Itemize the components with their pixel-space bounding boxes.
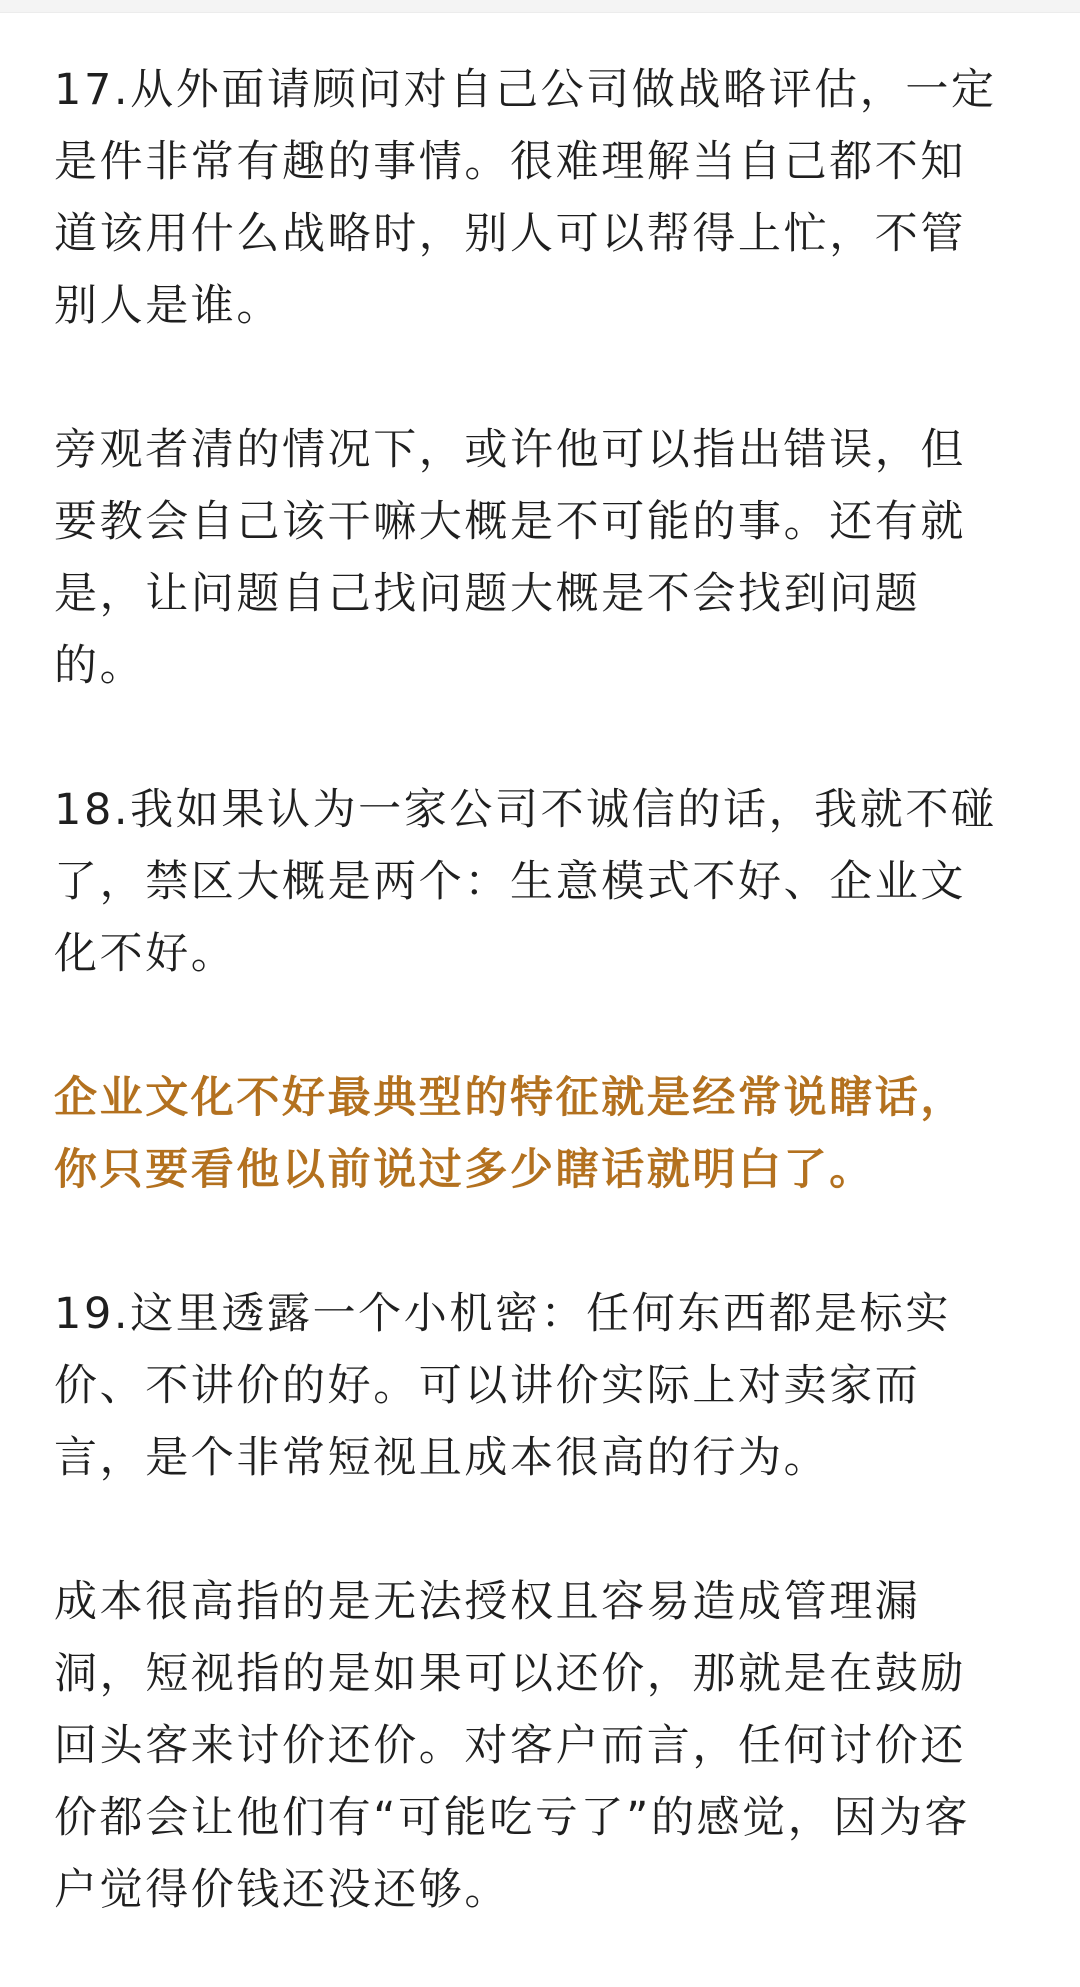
- paragraph-gap: [54, 1206, 1034, 1278]
- text-line: 是件非常有趣的事情。很难理解当自己都不知: [54, 137, 966, 187]
- text-line: 价、不讲价的好。可以讲价实际上对卖家而: [54, 1361, 921, 1411]
- paragraph-gap: [54, 1494, 1034, 1566]
- text-line: 18.我如果认为一家公司不诚信的话，我就不碰: [54, 785, 997, 835]
- paragraph-19: [54, 1278, 1034, 1494]
- paragraph-17: [54, 54, 1034, 342]
- article-body: [54, 54, 1034, 1926]
- text-line: 旁观者清的情况下，或许他可以指出错误，但: [54, 425, 966, 475]
- text-line: 要教会自己该干嘛大概是不可能的事。还有就: [54, 497, 966, 547]
- paragraph-19-continued: [54, 1566, 1034, 1926]
- text-line: 的。: [54, 641, 146, 691]
- text-line: 了，禁区大概是两个：生意模式不好、企业文: [54, 857, 966, 907]
- text-line: 言，是个非常短视且成本很高的行为。: [54, 1433, 830, 1483]
- top-divider: [0, 0, 1080, 13]
- highlighted-quote: [54, 1062, 1034, 1206]
- text-line: 化不好。: [54, 929, 237, 979]
- text-line: 成本很高指的是无法授权且容易造成管理漏: [54, 1577, 921, 1627]
- paragraph-gap: [54, 702, 1034, 774]
- text-line: 户觉得价钱还没还够。: [54, 1865, 510, 1915]
- paragraph-17-continued: [54, 414, 1034, 702]
- text-line: 19.这里透露一个小机密：任何东西都是标实: [54, 1289, 951, 1339]
- text-line: 价都会让他们有“可能吃亏了”的感觉，因为客: [54, 1793, 971, 1843]
- text-line: 别人是谁。: [54, 281, 282, 331]
- text-line: 企业文化不好最典型的特征就是经常说瞎话，: [54, 1073, 966, 1123]
- text-line: 你只要看他以前说过多少瞎话就明白了。: [54, 1145, 875, 1195]
- paragraph-gap: [54, 342, 1034, 414]
- text-line: 17.从外面请顾问对自己公司做战略评估，一定: [54, 65, 997, 115]
- text-line: 道该用什么战略时，别人可以帮得上忙，不管: [54, 209, 966, 259]
- text-line: 是，让问题自己找问题大概是不会找到问题: [54, 569, 921, 619]
- paragraph-18: [54, 774, 1034, 990]
- paragraph-gap: [54, 990, 1034, 1062]
- text-line: 洞，短视指的是如果可以还价，那就是在鼓励: [54, 1649, 966, 1699]
- text-line: 回头客来讨价还价。对客户而言，任何讨价还: [54, 1721, 966, 1771]
